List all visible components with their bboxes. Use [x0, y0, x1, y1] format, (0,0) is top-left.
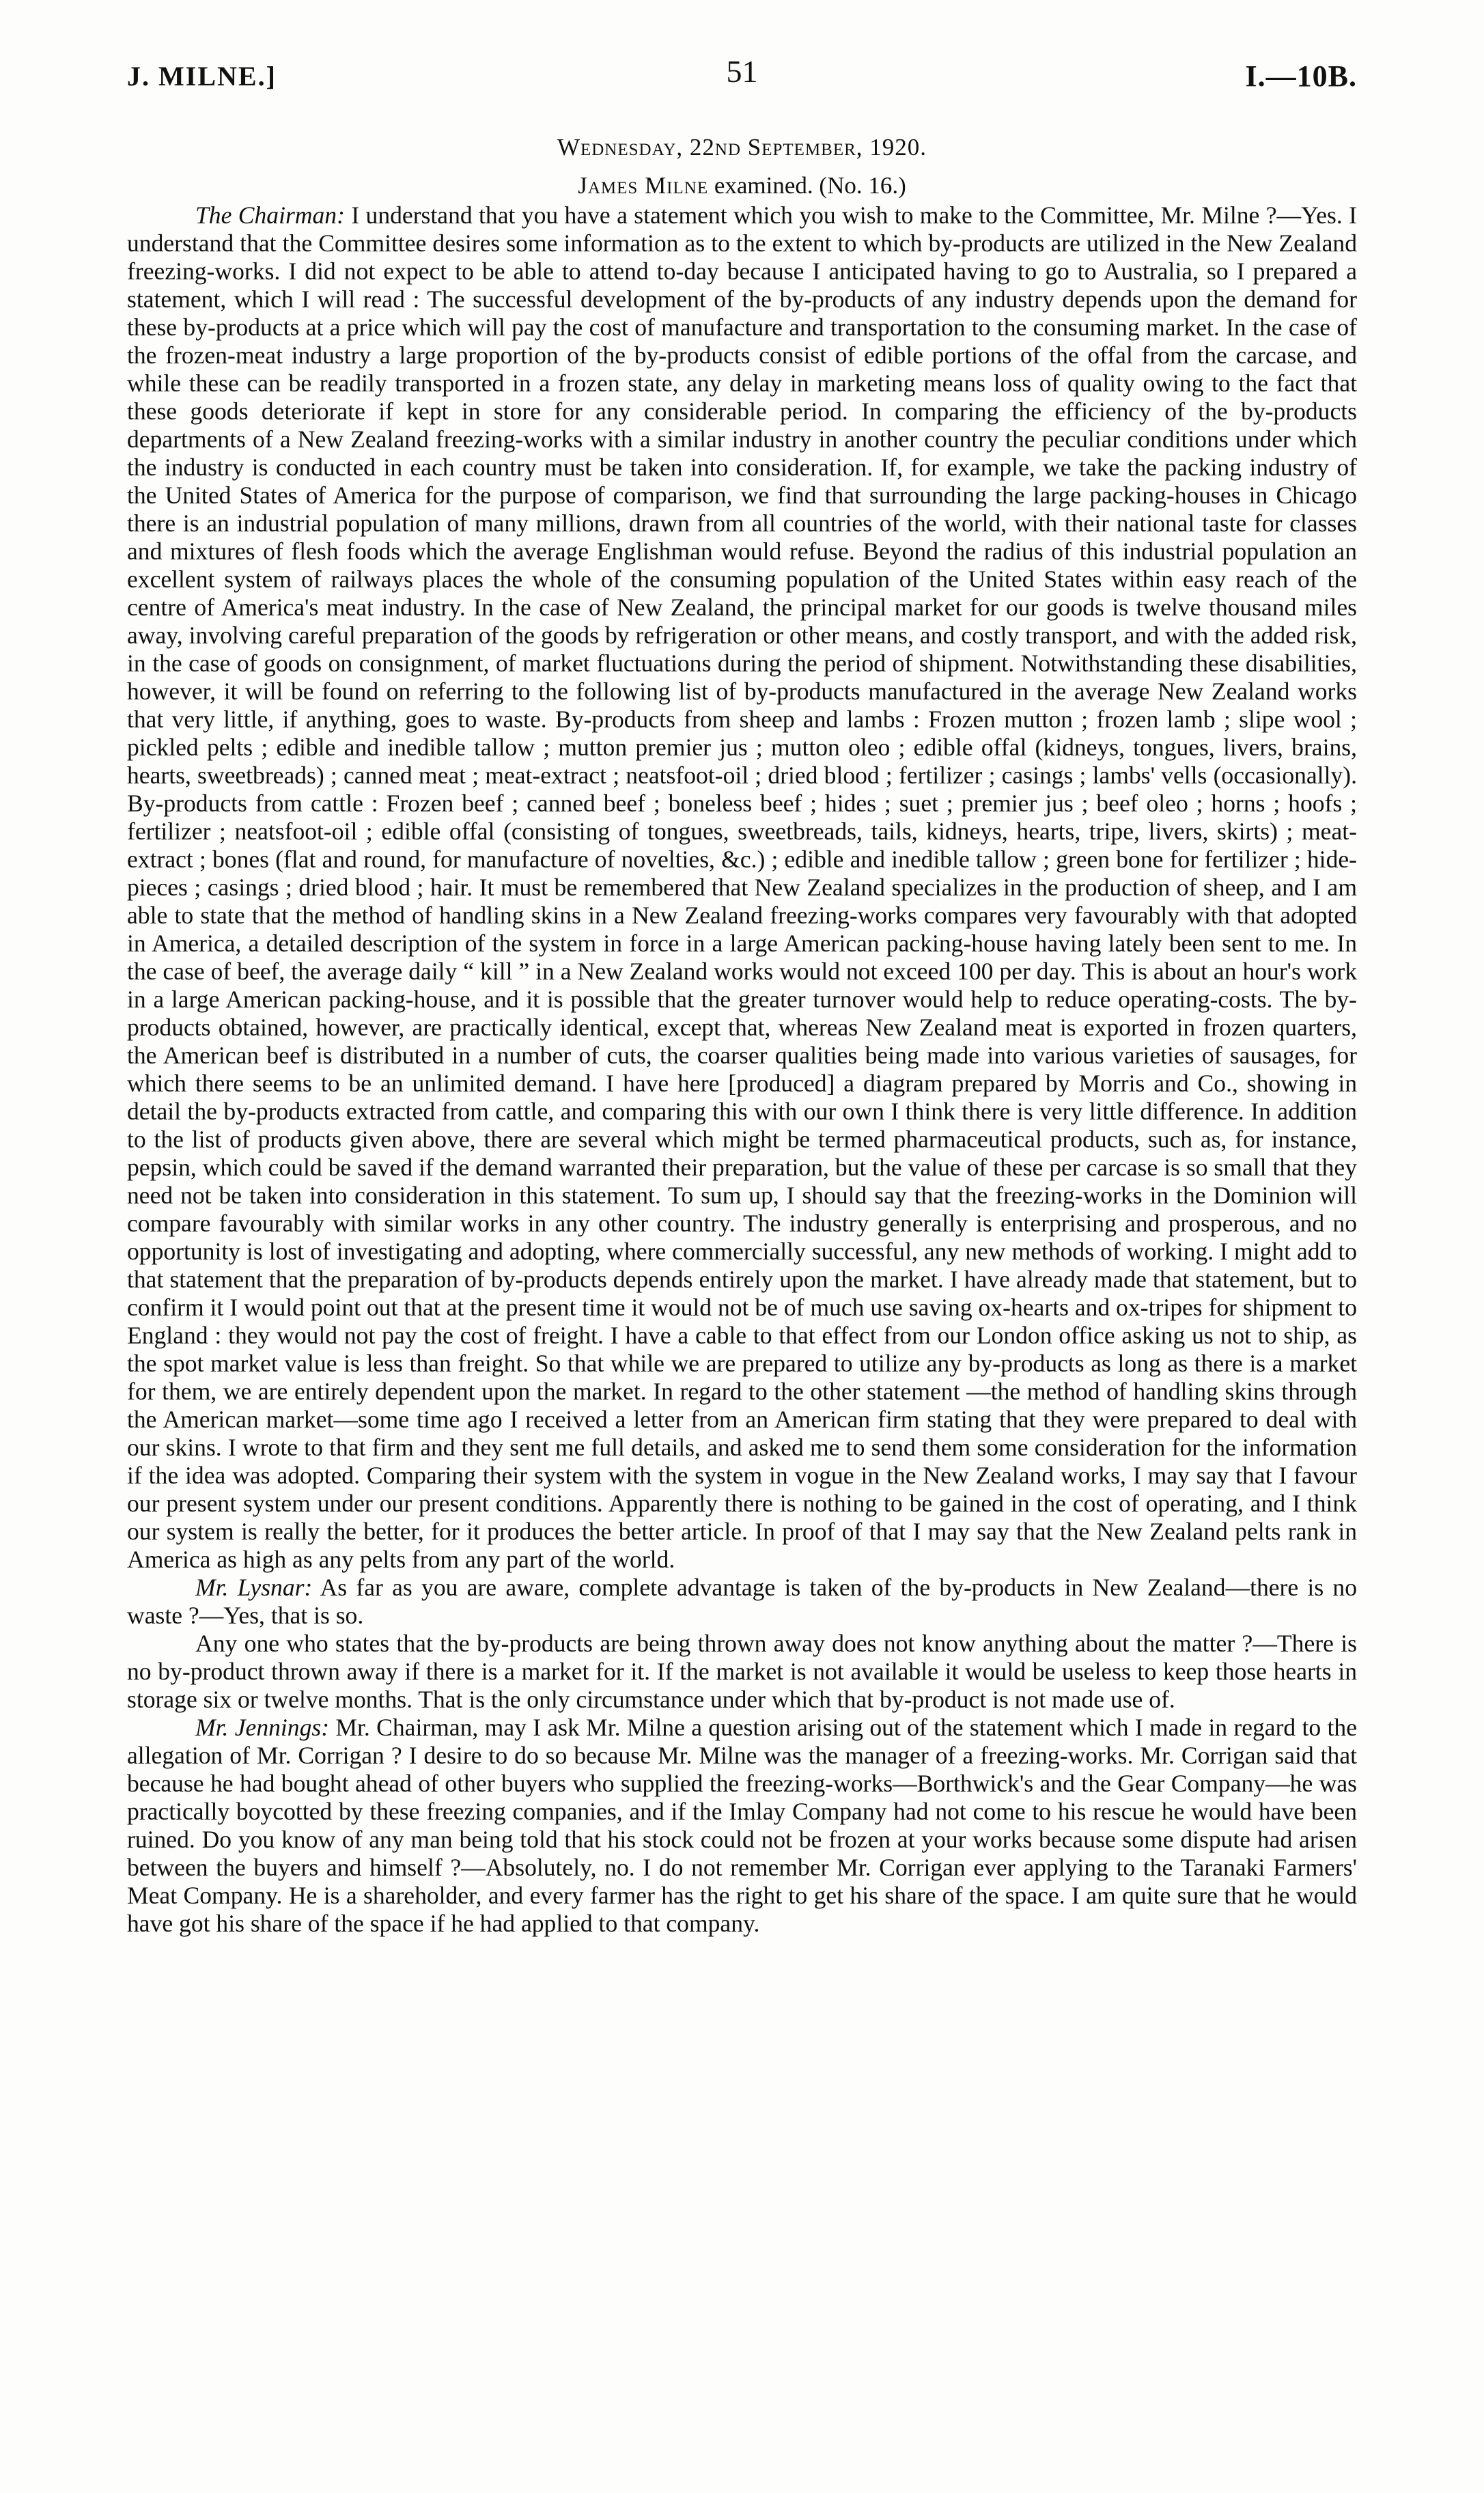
speaker-name: Mr. Lysnar: — [195, 1574, 313, 1601]
witness-examined: examined. (No. 16.) — [714, 172, 906, 199]
paragraph-text: I understand that you have a statement which you wish to make to the Committee, Mr. Milne ?—Yes. I understand that the Committee desires some information as to the extent to which by-products are utilized in the New Zealand freezing-works. I did not expect to be able to attend to-day because I anticipated having to go to Australia, so I prepared a statement, which I will read : The successful development of the by-products of any industry depends upon the demand for these by-products at a price which will pay the cost of manufacture and transportation to the consuming market. In the case of the frozen-meat industry a large proportion of the by-products consist of edible portions of the offal from the carcase, and while these can be readily transported in a frozen state, any delay in marketing means loss of quality owing to the fact that these goods deteriorate if kept in store for any considerable period. In comparing the efficiency of the by-products departments of a New Zealand freezing-works with a similar industry in another country the peculiar conditions under which the industry is conducted in each country must be taken into consideration. If, for example, we take the packing industry of the United States of America for the purpose of comparison, we find that surrounding the large packing-houses in Chicago there is an industrial population of many millions, drawn from all countries of the world, with their national taste for classes and mixtures of flesh foods which the average Englishman would refuse. Beyond the radius of this industrial population an excellent system of railways places the whole of the consuming population of the United States within easy reach of the centre of America's meat industry. In the case of New Zealand, the principal market for our goods is twelve thousand miles away, involving careful preparation of the goods by refrigeration or other means, and costly transport, and with the added risk, in the case of goods on consignment, of market fluctuations during the period of shipment. Notwithstanding these disabilities, however, it will be found on referring to the following list of by-products manufactured in the average New Zealand works that very little, if anything, goes to waste. By-products from sheep and lambs : Frozen mutton ; frozen lamb ; slipe wool ; pickled pelts ; edible and inedible tallow ; mutton premier jus ; mutton oleo ; edible offal (kidneys, tongues, livers, brains, hearts, sweetbreads) ; canned meat ; meat-extract ; neatsfoot-oil ; dried blood ; fertilizer ; casings ; lambs' vells (occasionally). By-products from cattle : Frozen beef ; canned beef ; boneless beef ; hides ; suet ; premier jus ; beef oleo ; horns ; hoofs ; fertilizer ; neatsfoot-oil ; edible offal (consisting of tongues, sweetbreads, tails, kidneys, hearts, tripe, livers, skirts) ; meat-extract ; bones (flat and round, for manufacture of novelties, &c.) ; edible and inedible tallow ; green bone for fertilizer ; hide-pieces ; casings ; dried blood ; hair. It must be remembered that New Zealand specializes in the production of sheep, and I am able to state that the method of handling skins in a New Zealand freezing-works compares very favourably with that adopted in America, a detailed description of the system in force in a large American packing-house having lately been sent to me. In the case of beef, the average daily “ kill ” in a New Zealand works would not exceed 100 per day. This is about an hour's work in a large American packing-house, and it is possible that the greater turnover would help to reduce operating-costs. The by-products obtained, however, are practically identical, except that, whereas New Zealand meat is exported in frozen quarters, the American beef is distributed in a number of cuts, the coarser qualities being made into various varieties of sausages, for which there seems to be an unlimited demand. I have here [produced] a diagram prepared by Morris and Co., showing in detail the by-products extracted from cattle, and comparing this with our own I think there is very little difference. In addition to the list of products given above, there are several which might be termed pharmaceutical products, such as, for instance, pepsin, which could be saved if the demand warranted their preparation, but the value of these per carcase is so small that they need not be taken into consideration in this statement. To sum up, I should say that the freezing-works in the Dominion will compare favourably with similar works in any other country. The industry generally is enterprising and prosperous, and no opportunity is lost of investigating and adopting, where commercially successful, any new methods of working. I might add to that statement that the preparation of by-products depends entirely upon the market. I have already made that statement, but to confirm it I would point out that at the present time it would not be of much use saving ox-hearts and ox-tripes for shipment to England : they would not pay the cost of freight. I have a cable to that effect from our London office asking us not to ship, as the spot market value is less than freight. So that while we are prepared to utilize any by-products as long as there is a market for them, we are entirely dependent upon the market. In regard to the other statement —the method of handling skins through the American market—some time ago I received a letter from an American firm stating that they were prepared to deal with our skins. I wrote to that firm and they sent me full details, and asked me to send them some consideration for the information if the idea was adopted. Comparing their system with the system in vogue in the New Zealand works, I may say that I favour our present system under our present conditions. Apparently there is nothing to be gained in the cost of operating, and I think our system is really the better, for it produces the better article. In proof of that I may say that the New Zealand pelts rank in America as high as any pelts from any part of the world. — [127, 201, 1357, 1573]
page-number: 51 — [726, 54, 758, 89]
testimony-body — [127, 201, 1357, 1938]
paragraph — [127, 1714, 1357, 1938]
speaker-name: Mr. Jennings: — [195, 1714, 330, 1741]
paragraph-text: Mr. Chairman, may I ask Mr. Milne a question arising out of the statement which I made in regard to the allegation of Mr. Corrigan ? I desire to do so because Mr. Milne was the manager of a freezing-works. Mr. Corrigan said that because he had bought ahead of other buyers who supplied the freezing-works—Borthwick's and the Gear Company—he was practically boycotted by these freezing companies, and if the Imlay Company had not come to his rescue he would have been ruined. Do you know of any man being told that his stock could not be frozen at your works because some dispute had arisen between the buyers and himself ?—Absolutely, no. I do not remember Mr. Corrigan ever applying to the Taranaki Farmers' Meat Company. He is a shareholder, and every farmer has the right to get his share of the space. I am quite sure that he would have got his share of the space if he had applied to that company. — [127, 1714, 1357, 1937]
speaker-name: The Chairman: — [195, 201, 345, 229]
witness-name: James Milne — [578, 172, 709, 199]
paragraph — [127, 1574, 1357, 1630]
header-witness: J. MILNE.] — [127, 61, 277, 92]
paragraph — [127, 201, 1357, 1574]
paragraph — [127, 1630, 1357, 1714]
date-line: Wednesday, 22nd September, 1920. — [557, 134, 927, 161]
paper-reference: I.—10B. — [1245, 59, 1357, 93]
paragraph-text: As far as you are aware, complete advantage is taken of the by-products in New Zealand—there is no waste ?—Yes, that is so. — [127, 1574, 1357, 1629]
paragraph-text: Any one who states that the by-products are being thrown away does not know anything about the matter ?—There is no by-product thrown away if there is a market for it. If the market is not available it would be useless to keep those hearts in storage six or twelve months. That is the only circumstance under which that by-product is not made use of. — [127, 1630, 1357, 1713]
witness-line — [127, 172, 1357, 199]
page-header — [127, 53, 1357, 94]
